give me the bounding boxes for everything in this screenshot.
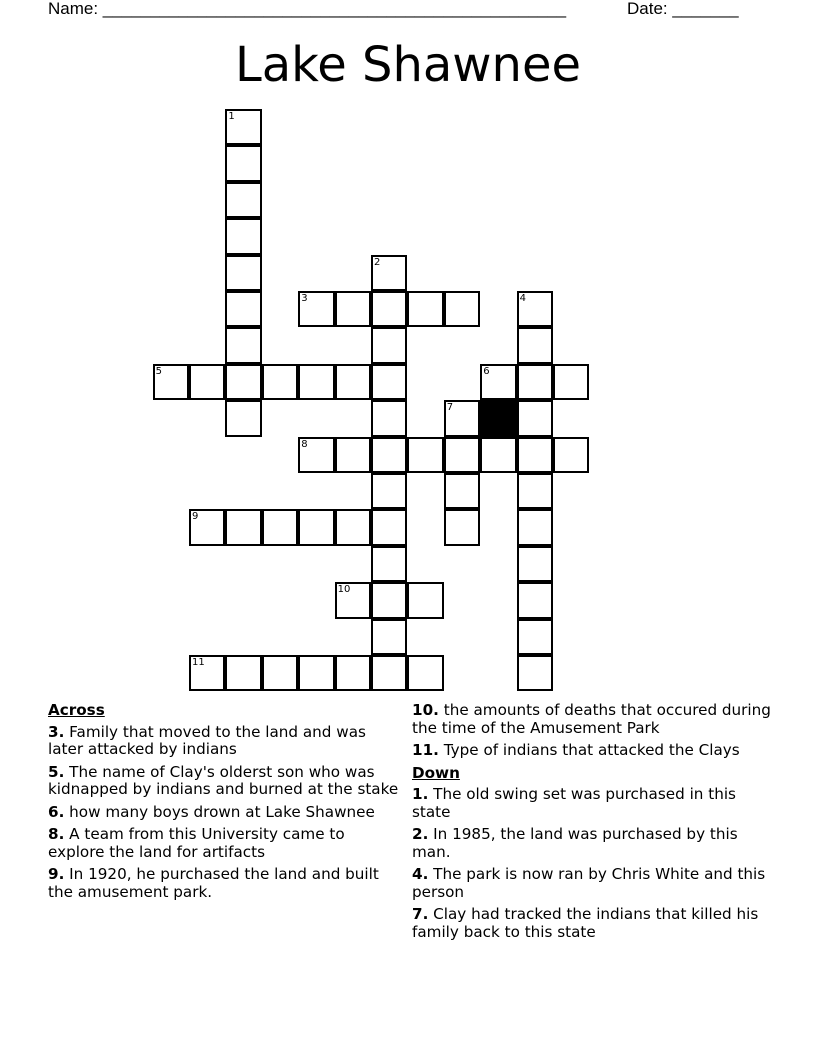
grid-cell[interactable] bbox=[407, 291, 443, 327]
cell-number: 2 bbox=[374, 256, 381, 268]
grid-cell[interactable] bbox=[225, 655, 261, 691]
grid-cell[interactable] bbox=[371, 473, 407, 509]
cell-number: 11 bbox=[192, 657, 205, 668]
grid-cell[interactable] bbox=[553, 437, 589, 473]
across-clue-9 bbox=[48, 866, 400, 901]
grid-cell[interactable] bbox=[553, 364, 589, 400]
across-clue-11 bbox=[412, 742, 772, 760]
grid-cell[interactable] bbox=[444, 437, 480, 473]
across-clue-8 bbox=[48, 826, 400, 861]
cell-number: 1 bbox=[228, 111, 235, 122]
grid-cell[interactable] bbox=[407, 582, 443, 618]
clue-number: 2. bbox=[412, 825, 429, 843]
grid-cell[interactable] bbox=[371, 255, 407, 291]
grid-cell[interactable] bbox=[153, 364, 189, 400]
grid-cell[interactable] bbox=[371, 509, 407, 545]
clue-text: In 1920, he purchased the land and built the amusement park. bbox=[48, 865, 379, 901]
grid-cell[interactable] bbox=[517, 364, 553, 400]
clues-left-column bbox=[48, 702, 400, 906]
grid-cell[interactable] bbox=[517, 582, 553, 618]
grid-cell[interactable] bbox=[262, 655, 298, 691]
grid-cell[interactable] bbox=[225, 291, 261, 327]
grid-cell[interactable] bbox=[480, 364, 516, 400]
clue-number: 9. bbox=[48, 865, 65, 883]
clue-text: The park is now ran by Chris White and this person bbox=[412, 865, 766, 901]
clues-right-column bbox=[412, 702, 772, 946]
grid-cell[interactable] bbox=[335, 437, 371, 473]
clue-text: The old swing set was purchased in this state bbox=[412, 785, 736, 821]
grid-cell[interactable] bbox=[189, 655, 225, 691]
grid-cell[interactable] bbox=[225, 145, 261, 181]
grid-cell[interactable] bbox=[298, 364, 334, 400]
grid-cell[interactable] bbox=[517, 509, 553, 545]
grid-cell[interactable] bbox=[517, 400, 553, 436]
grid-cell[interactable] bbox=[407, 437, 443, 473]
grid-cell[interactable] bbox=[262, 509, 298, 545]
cell-number: 10 bbox=[337, 584, 351, 596]
grid-cell[interactable] bbox=[335, 364, 371, 400]
across-heading: Across bbox=[48, 701, 105, 719]
clue-number: 1. bbox=[412, 785, 429, 803]
cell-number: 7 bbox=[446, 402, 454, 414]
grid-cell[interactable] bbox=[371, 655, 407, 691]
grid-cell[interactable] bbox=[444, 473, 480, 509]
grid-cell[interactable] bbox=[189, 364, 225, 400]
down-clue-4 bbox=[412, 866, 772, 901]
grid-cell[interactable] bbox=[517, 473, 553, 509]
cell-number: 8 bbox=[301, 438, 308, 450]
grid-cell[interactable] bbox=[371, 546, 407, 582]
page-title: Lake Shawnee bbox=[234, 37, 582, 93]
grid-cell[interactable] bbox=[517, 655, 553, 691]
grid-cell[interactable] bbox=[298, 291, 334, 327]
grid-cell[interactable] bbox=[298, 509, 334, 545]
grid-cell[interactable] bbox=[371, 582, 407, 618]
grid-cell[interactable] bbox=[517, 291, 553, 327]
grid-cell[interactable] bbox=[225, 218, 261, 254]
grid-cell[interactable] bbox=[517, 619, 553, 655]
grid-cell[interactable] bbox=[225, 255, 261, 291]
across-clue-3 bbox=[48, 724, 400, 759]
clue-text: In 1985, the land was purchased by this man. bbox=[412, 825, 738, 861]
across-clue-5 bbox=[48, 764, 400, 799]
clue-number: 10. bbox=[412, 701, 439, 719]
grid-cell[interactable] bbox=[371, 437, 407, 473]
date-line: Date: _______ bbox=[627, 0, 739, 18]
clue-number: 8. bbox=[48, 825, 65, 843]
grid-cell[interactable] bbox=[335, 655, 371, 691]
grid-cell[interactable] bbox=[371, 291, 407, 327]
cell-number: 6 bbox=[483, 365, 490, 377]
grid-cell[interactable] bbox=[335, 582, 371, 618]
grid-cell[interactable] bbox=[225, 364, 261, 400]
grid-cell[interactable] bbox=[371, 400, 407, 436]
across-clue-6 bbox=[48, 804, 400, 822]
down-clue-2 bbox=[412, 826, 772, 861]
grid-cell[interactable] bbox=[189, 509, 225, 545]
clue-number: 7. bbox=[412, 905, 429, 923]
cell-number: 9 bbox=[192, 511, 199, 523]
clue-number: 11. bbox=[412, 741, 439, 759]
cell-number: 4 bbox=[519, 293, 526, 304]
grid-cell[interactable] bbox=[225, 109, 261, 145]
clue-number: 3. bbox=[48, 722, 65, 741]
down-clue-7 bbox=[412, 906, 772, 941]
grid-cell[interactable] bbox=[444, 400, 480, 436]
grid-cell[interactable] bbox=[371, 364, 407, 400]
down-clue-1 bbox=[412, 786, 772, 821]
grid-cell[interactable] bbox=[225, 400, 261, 436]
clue-text: The name of Clay's olderst son who was kidnapped by indians and burned at the stake bbox=[48, 762, 399, 798]
clue-text: Family that moved to the land and was later attacked by indians bbox=[48, 722, 366, 758]
grid-cell[interactable] bbox=[225, 182, 261, 218]
grid-cell[interactable] bbox=[407, 655, 443, 691]
grid-cell[interactable] bbox=[480, 437, 516, 473]
clue-number: 4. bbox=[412, 865, 429, 883]
grid-cell[interactable] bbox=[371, 327, 407, 363]
clue-number: 5. bbox=[48, 762, 65, 781]
grid-cell[interactable] bbox=[517, 437, 553, 473]
grid-cell[interactable] bbox=[371, 619, 407, 655]
clue-text: the amounts of deaths that occured during the time of the Amusement Park bbox=[412, 701, 771, 737]
grid-cell[interactable] bbox=[444, 291, 480, 327]
grid-cell[interactable] bbox=[225, 327, 261, 363]
down-heading: Down bbox=[412, 763, 460, 782]
grid-cell[interactable] bbox=[335, 291, 371, 327]
clue-text: Clay had tracked the indians that killed his family back to this state bbox=[412, 905, 759, 941]
grid-cell[interactable] bbox=[262, 364, 298, 400]
clue-number: 6. bbox=[48, 802, 65, 821]
cell-number: 3 bbox=[301, 293, 308, 304]
grid-cell[interactable] bbox=[444, 509, 480, 545]
grid-cell[interactable] bbox=[517, 546, 553, 582]
across-clue-10 bbox=[412, 702, 772, 737]
clue-text: Type of indians that attacked the Clays bbox=[443, 741, 740, 759]
grid-block-cell bbox=[480, 400, 516, 436]
cell-number: 5 bbox=[155, 365, 162, 377]
grid-cell[interactable] bbox=[298, 655, 334, 691]
grid-cell[interactable] bbox=[517, 327, 553, 363]
clue-text: A team from this University came to explore the land for artifacts bbox=[48, 825, 345, 861]
grid-cell[interactable] bbox=[335, 509, 371, 545]
grid-cell[interactable] bbox=[298, 437, 334, 473]
name-line: Name: _________________________________________________ bbox=[48, 0, 567, 18]
clue-text: how many boys drown at Lake Shawnee bbox=[69, 802, 375, 821]
grid-cell[interactable] bbox=[225, 509, 261, 545]
